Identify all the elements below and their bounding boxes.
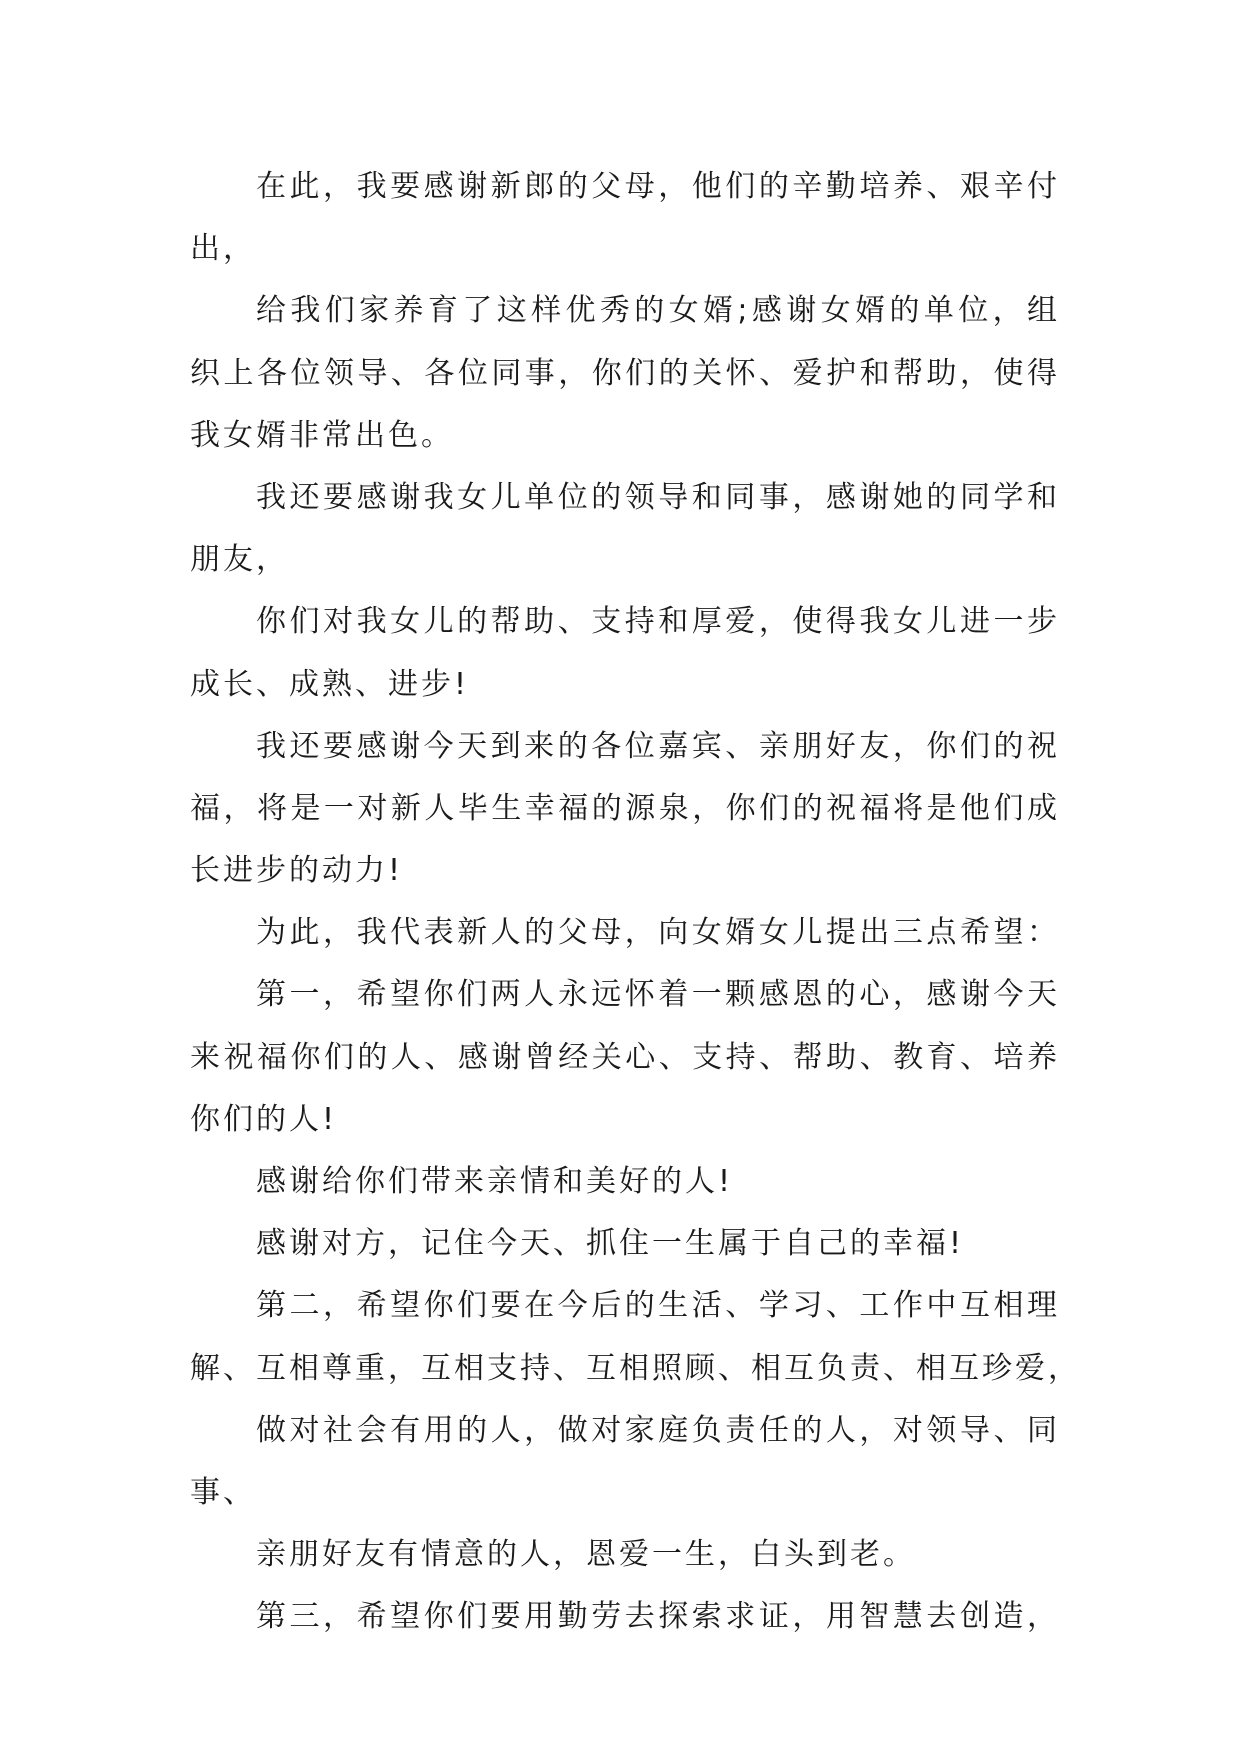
paragraph-line: 解、互相尊重，互相支持、互相照顾、相互负责、相互珍爱， bbox=[190, 1350, 1081, 1386]
paragraph-line: 感谢对方，记住今天、抓住一生属于自己的幸福! bbox=[256, 1226, 965, 1262]
paragraph-line: 织上各位领导、各位同事，你们的关怀、爱护和帮助，使得 bbox=[190, 355, 1060, 391]
paragraph-line: 朋友， bbox=[190, 542, 289, 578]
paragraph-line: 长进步的动力! bbox=[190, 853, 404, 889]
paragraph-line: 我女婿非常出色。 bbox=[190, 417, 454, 453]
paragraph-line: 成长、成熟、进步! bbox=[190, 666, 470, 702]
paragraph-line: 你们对我女儿的帮助、支持和厚爱，使得我女儿进一步 bbox=[256, 604, 1060, 640]
paragraph-line: 事、 bbox=[190, 1474, 256, 1510]
paragraph-line: 第二，希望你们要在今后的生活、学习、工作中互相理 bbox=[256, 1288, 1060, 1324]
paragraph-line: 我还要感谢今天到来的各位嘉宾、亲朋好友，你们的祝 bbox=[256, 728, 1060, 764]
paragraph-line: 给我们家养育了这样优秀的女婿;感谢女婿的单位，组 bbox=[256, 293, 1060, 329]
paragraph-line: 第一，希望你们两人永远怀着一颗感恩的心，感谢今天 bbox=[256, 977, 1060, 1013]
paragraph-line: 第三，希望你们要用勤劳去探索求证，用智慧去创造， bbox=[256, 1599, 1060, 1635]
paragraph-line: 福，将是一对新人毕生幸福的源泉，你们的祝福将是他们成 bbox=[190, 790, 1060, 826]
paragraph-line: 我还要感谢我女儿单位的领导和同事，感谢她的同学和 bbox=[256, 479, 1060, 515]
paragraph-line: 在此，我要感谢新郎的父母，他们的辛勤培养、艰辛付 bbox=[256, 169, 1060, 204]
paragraph-line: 亲朋好友有情意的人，恩爱一生，白头到老。 bbox=[256, 1537, 916, 1573]
paragraph-line: 来祝福你们的人、感谢曾经关心、支持、帮助、教育、培养 bbox=[190, 1039, 1060, 1075]
paragraph-line: 你们的人! bbox=[190, 1101, 338, 1137]
paragraph-line: 做对社会有用的人，做对家庭负责任的人，对领导、同 bbox=[256, 1412, 1060, 1448]
paragraph-line: 感谢给你们带来亲情和美好的人! bbox=[256, 1164, 734, 1199]
paragraph-line: 为此，我代表新人的父母，向女婿女儿提出三点希望： bbox=[256, 915, 1060, 951]
paragraph-line: 出， bbox=[190, 231, 256, 267]
document-body bbox=[190, 156, 1081, 1649]
